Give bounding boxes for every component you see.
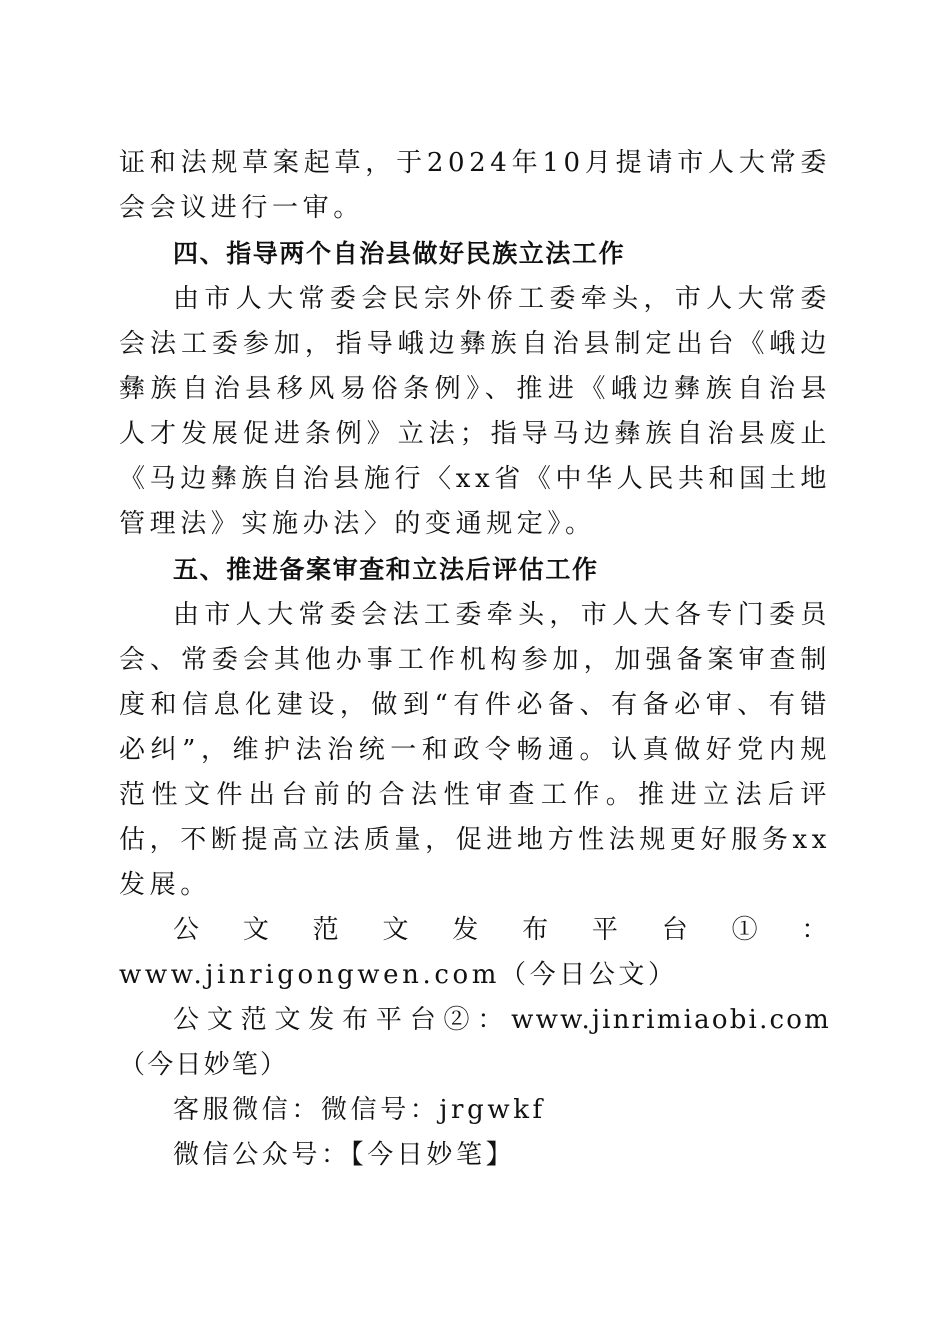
paragraph-ethnic-legislation: 由市人大常委会民宗外侨工委牵头，市人大常委会法工委参加，指导峨边彝族自治县制定出台《峨边彝族自治县移风易俗条例》、推进《峨边彝族自治县人才发展促进条例》立法；指导马边彝族自治县废止《马边彝族自治县施行〈xx省《中华人民共和国土地管理法》实施办法〉的变通规定》。 <box>119 284 831 539</box>
paragraph-filing-review: 由市人大常委会法工委牵头，市人大各专门委员会、常委会其他办事工作机构参加，加强备案审查制度和信息化建设，做到“有件必备、有备必审、有错必纠”，维护法治统一和政令畅通。认真做好党内规范性文件出台前的合法性审查工作。推进立法后评估，不断提高立法质量，促进地方性法规更好服务xx发展。 <box>119 600 831 900</box>
customer-service-wechat: 客服微信：微信号：jrgwkf <box>173 1095 546 1125</box>
paragraph-continuation: 证和法规草案起草，于2024年10月提请市人大常委会会议进行一审。 <box>119 148 831 223</box>
wechat-official-account: 微信公众号：【今日妙笔】 <box>173 1140 516 1170</box>
platform-link-2: 公文范文发布平台②：www.jinrimiaobi.com（今日妙笔） <box>119 1005 831 1080</box>
platform-link-1: 公文范文发布平台①：www.jinrigongwen.com（今日公文） <box>119 915 831 990</box>
document-body <box>119 141 831 1178</box>
section-heading-4: 四、指导两个自治县做好民族立法工作 <box>173 239 626 268</box>
section-heading-5: 五、推进备案审查和立法后评估工作 <box>173 555 599 584</box>
